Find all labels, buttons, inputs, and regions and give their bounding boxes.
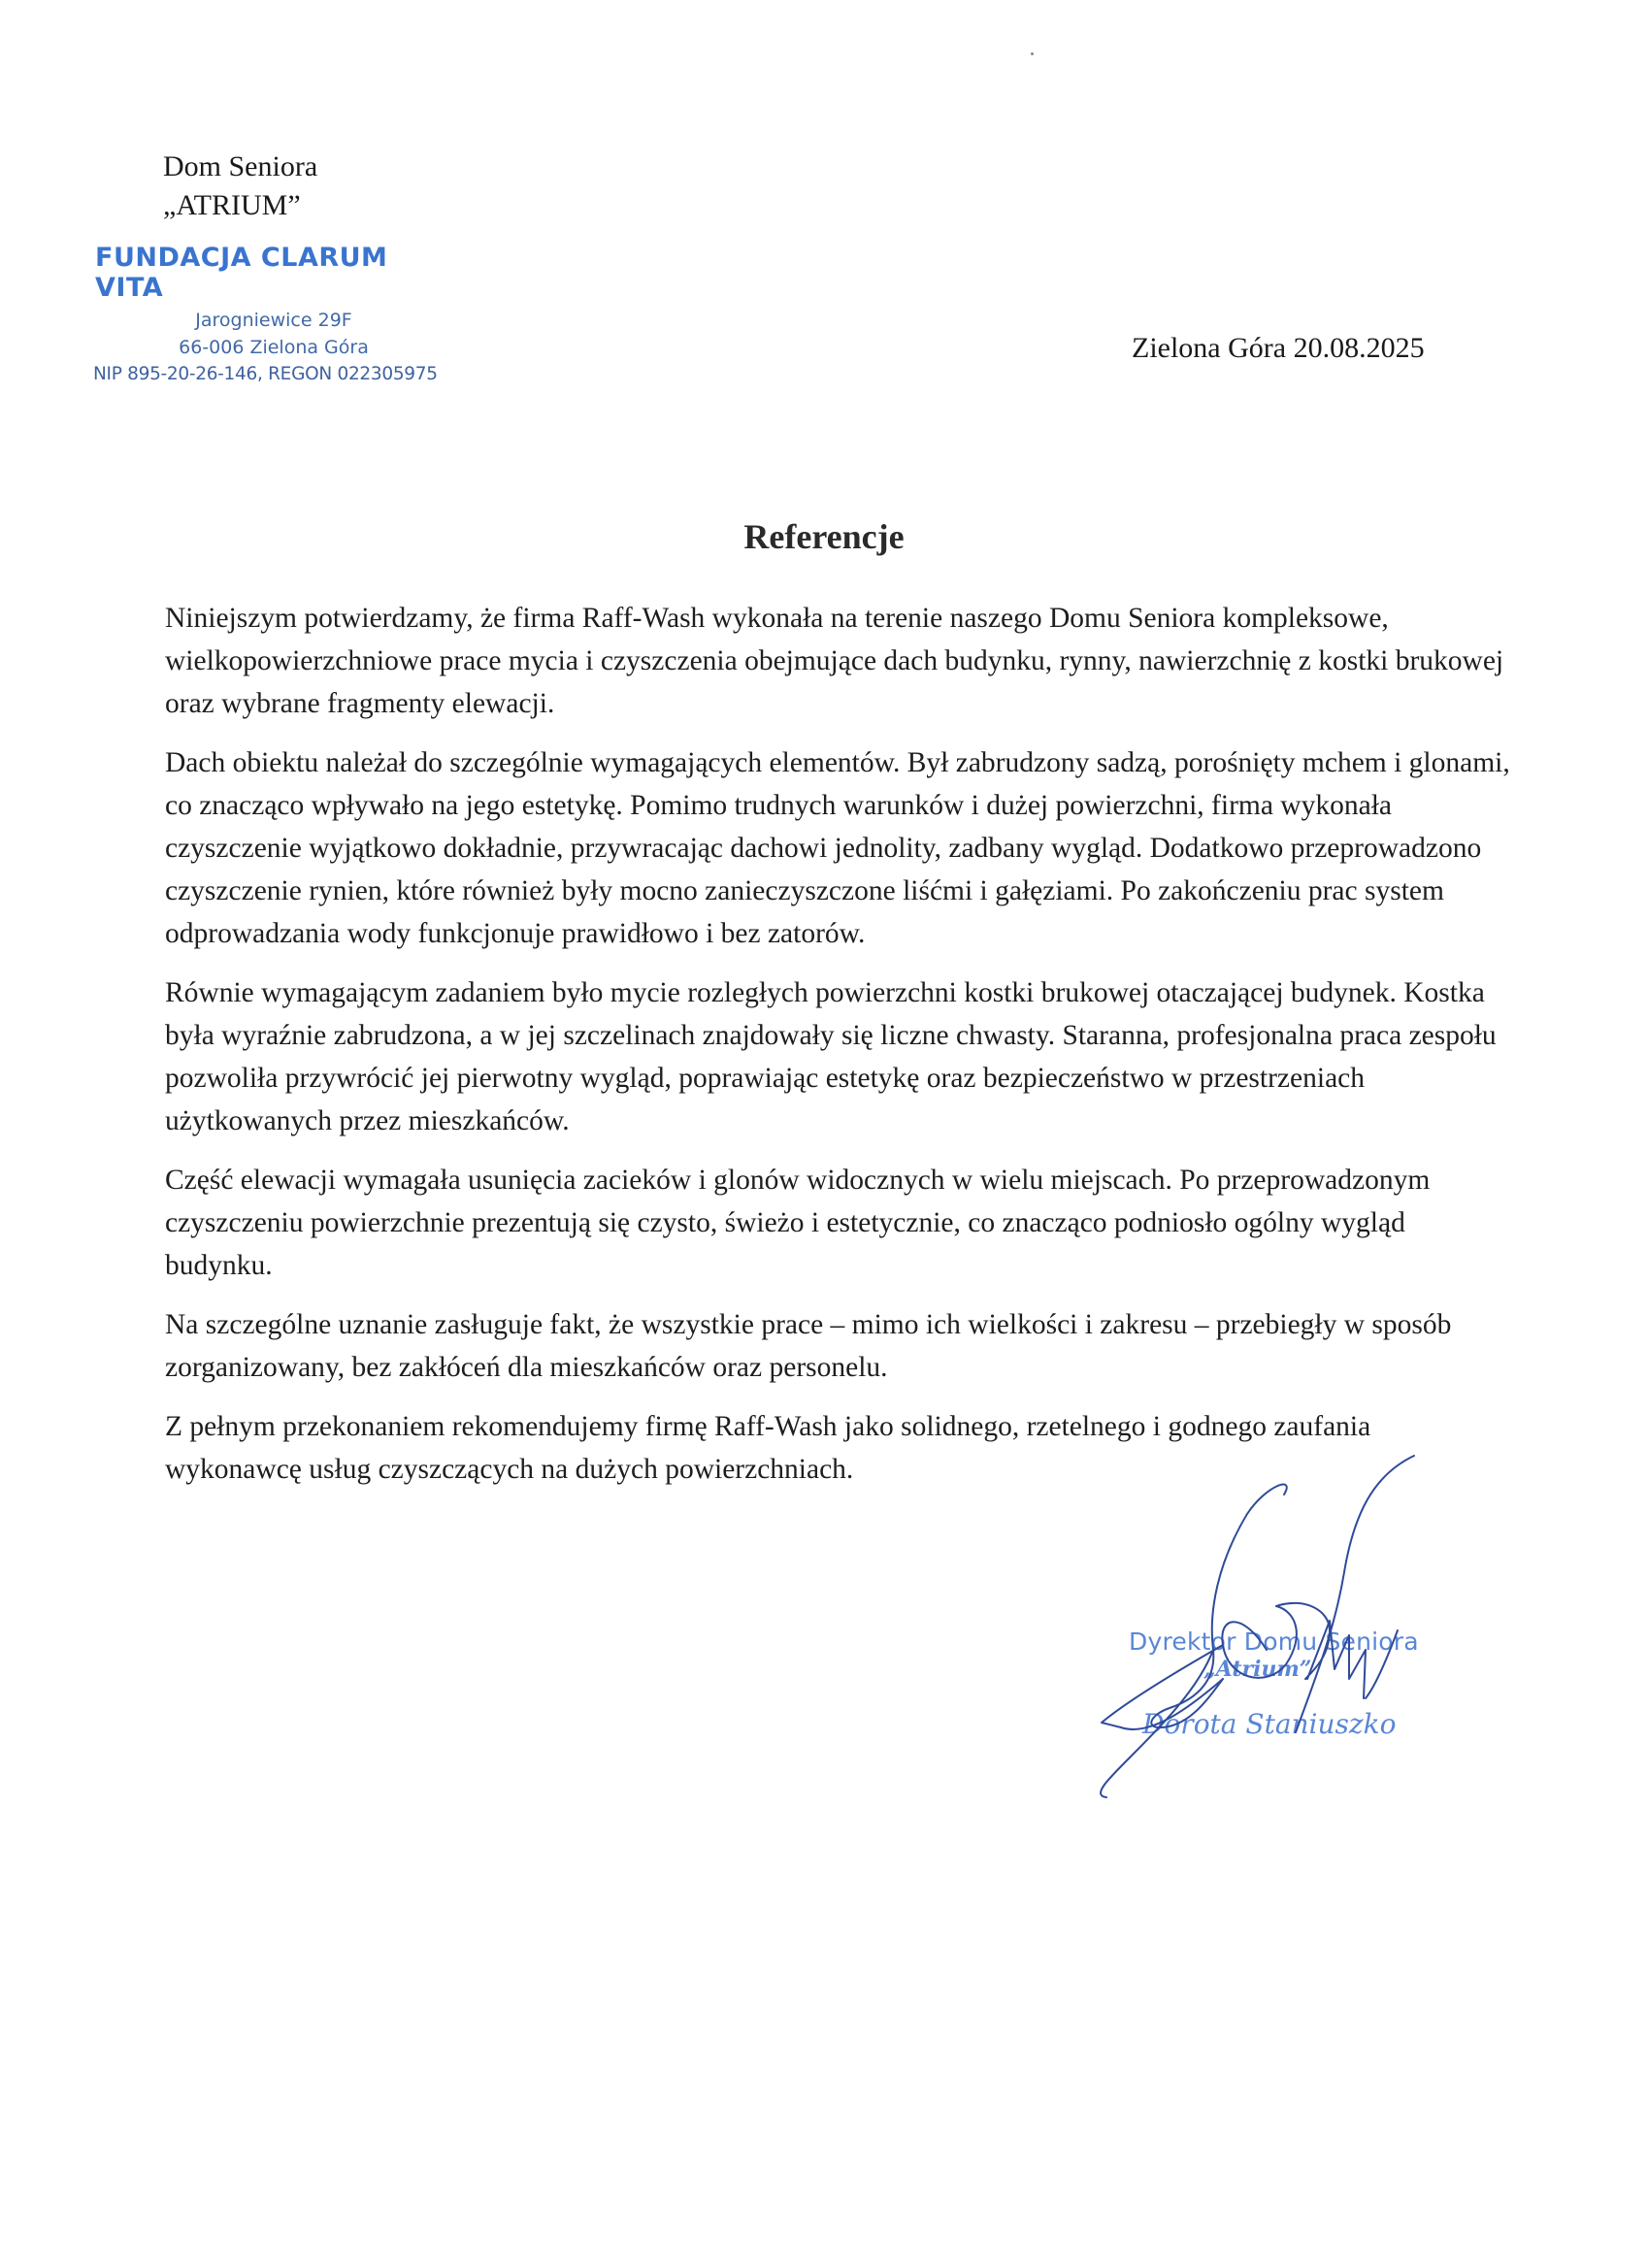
stamp-ids: NIP 895-20-26-146, REGON 022305975	[93, 364, 438, 384]
document-title: Referencje	[743, 517, 905, 556]
document-date: Zielona Góra 20.08.2025	[1132, 332, 1425, 364]
handwritten-signature-icon	[1053, 1436, 1461, 1805]
paragraph: Dach obiektu należał do szczególnie wymagających elementów. Był zabrudzony sadzą, porośnięty mchem i glonami, co znacząco wpływało na jego estetykę. Pomimo trudnych warunków i dużej powierzchni, firma wykonała czyszczenie wyjątkowo dokładnie, przywracając dachowi jednolity, zadbany wygląd. Dodatkowo przeprowadzono czyszczenie rynien, które również były mocno zanieczyszczone liśćmi i gałęziami. Po zakończeniu prac system odprowadzania wody funkcjonuje prawidłowo i bez zatorów.	[165, 747, 1510, 949]
paragraph: Niniejszym potwierdzamy, że firma Raff-Wash wykonała na terenie naszego Domu Seniora kompleksowe, wielkopowierzchniowe prace mycia i czyszczenia obejmujące dach budynku, rynny, nawierzchnię z kostki brukowej oraz wybrane fragmenty elewacji.	[165, 603, 1504, 719]
sender-header	[163, 148, 317, 225]
letter-body	[165, 597, 1514, 1507]
stamp-address-line-2: 66-006 Zielona Góra	[179, 337, 369, 358]
signature-stamp-title: Dyrektor Domu Seniora	[1129, 1627, 1419, 1656]
paragraph: Część elewacji wymagała usunięcia zacieków i glonów widocznych w wielu miejscach. Po przeprowadzonym czyszczeniu powierzchnie prezentują się czysto, świeżo i estetycznie, co znacząco podniosło ogólny wygląd budynku.	[165, 1165, 1431, 1281]
stamp-address-line-1: Jarogniewice 29F	[195, 310, 352, 331]
signature-stamp-institution: „Atrium”	[1203, 1657, 1312, 1682]
signature-stamp-name: Dorota Staniuszko	[1142, 1708, 1397, 1740]
paragraph: Z pełnym przekonaniem rekomendujemy firmę Raff-Wash jako solidnego, rzetelnego i godnego zaufania wykonawcę usług czyszczących na dużych powierzchniach.	[165, 1411, 1371, 1485]
signature-block	[1053, 1436, 1461, 1805]
foundation-stamp	[93, 243, 454, 388]
paragraph: Na szczególne uznanie zasługuje fakt, że wszystkie prace – mimo ich wielkości i zakresu – przebiegły w sposób zorganizowany, bez zakłóceń dla mieszkańców oraz personelu.	[165, 1309, 1452, 1383]
scan-speck	[1031, 52, 1034, 55]
paragraph: Równie wymagającym zadaniem było mycie rozległych powierzchni kostki brukowej otaczającej budynek. Kostka była wyraźnie zabrudzona, a w jej szczelinach znajdowały się liczne chwasty. Staranna, profesjonalna praca zespołu pozwoliła przywrócić jej pierwotny wygląd, poprawiając estetykę oraz bezpieczeństwo w przestrzeniach użytkowanych przez mieszkańców.	[165, 977, 1497, 1136]
sender-line-1: Dom Seniora	[163, 150, 318, 182]
sender-line-2: „ATRIUM”	[163, 189, 301, 221]
stamp-organization: FUNDACJA CLARUM VITA	[95, 243, 388, 303]
